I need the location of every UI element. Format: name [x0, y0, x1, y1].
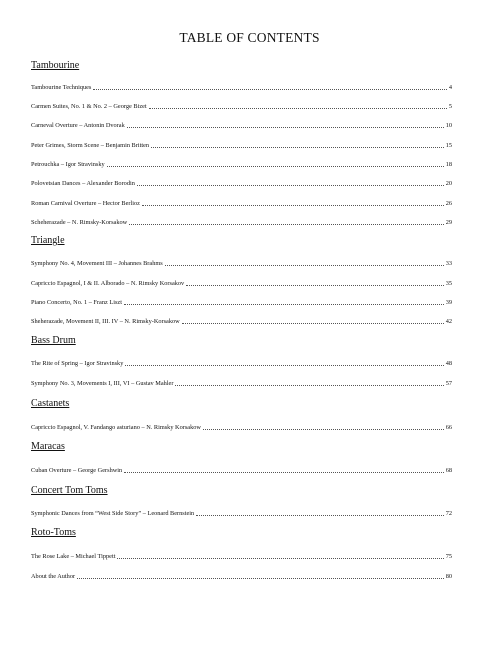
- toc-entry: [31, 99, 452, 111]
- dot-leader: [93, 89, 446, 90]
- section-heading-concert-tom-toms: Concert Tom Toms: [31, 485, 108, 496]
- toc-entry: [31, 256, 452, 268]
- toc-entry-page: 42: [445, 318, 452, 325]
- toc-entry-title: The Rose Lake – Michael Tippett: [31, 553, 116, 560]
- toc-entry-page: 66: [445, 424, 452, 431]
- toc-entry-title: About the Author: [31, 573, 76, 580]
- dot-leader: [203, 429, 444, 430]
- toc-entry: [31, 314, 452, 326]
- toc-entry: [31, 215, 452, 227]
- toc-entry-title: Symphony No. 4, Movement III – Johannes Brahms: [31, 260, 163, 267]
- toc-entry: [31, 506, 452, 518]
- toc-entry-title: Carmen Suites, No. 1 & No. 2 – George Bizet: [31, 103, 147, 110]
- toc-entry: [31, 463, 452, 475]
- section-heading-castanets: Castanets: [31, 398, 70, 409]
- toc-entry-title: Petrouchka – Igor Stravinsky: [31, 161, 105, 168]
- dot-leader: [129, 224, 444, 225]
- dot-leader: [142, 205, 444, 206]
- dot-leader: [117, 558, 443, 559]
- toc-entry-title: Roman Carnival Overture – Hector Berlioz: [31, 200, 140, 207]
- dot-leader: [124, 472, 444, 473]
- toc-entry-title: Piano Concerto, No. 1 – Franz Liszt: [31, 299, 122, 306]
- toc-entry-page: 35: [445, 280, 452, 287]
- dot-leader: [149, 108, 447, 109]
- dot-leader: [182, 323, 444, 324]
- toc-entry: [31, 138, 452, 150]
- toc-entry: [31, 420, 452, 432]
- toc-entry-page: 72: [445, 510, 452, 517]
- toc-entry-page: 26: [445, 200, 452, 207]
- toc-entry-page: 68: [445, 467, 452, 474]
- dot-leader: [151, 147, 444, 148]
- dot-leader: [125, 365, 443, 366]
- toc-entry-page: 15: [445, 142, 452, 149]
- section-heading-triangle: Triangle: [31, 235, 65, 246]
- toc-entry: [31, 356, 452, 368]
- toc-entry-page: 10: [445, 122, 452, 129]
- dot-leader: [186, 285, 444, 286]
- dot-leader: [127, 127, 444, 128]
- dot-leader: [175, 385, 443, 386]
- toc-entry-page: 57: [445, 380, 452, 387]
- toc-entry-title: Peter Grimes, Storm Scene – Benjamin Britten: [31, 142, 150, 149]
- section-heading-bass-drum: Bass Drum: [31, 335, 76, 346]
- toc-entry-page: 48: [445, 360, 452, 367]
- toc-entry: [31, 295, 452, 307]
- toc-entry-page: 39: [445, 299, 452, 306]
- toc-entry: [31, 118, 452, 130]
- toc-entry: [31, 376, 452, 388]
- toc-entry-title: Cuban Overture – George Gershwin: [31, 467, 123, 474]
- toc-entry-title: Sheherazade, Movement II, III. IV – N. Rimsky-Korsakow: [31, 318, 180, 325]
- toc-entry-page: 5: [448, 103, 452, 110]
- toc-entry-title: Capriccio Espagnol, I & II. Alborado – N. Rimsky Korsakov: [31, 280, 185, 287]
- toc-entry: [31, 549, 452, 561]
- dot-leader: [137, 185, 444, 186]
- toc-entry-page: 29: [445, 219, 452, 226]
- toc-entry-page: 33: [445, 260, 452, 267]
- toc-entry: [31, 196, 452, 208]
- toc-entry-title: The Rite of Spring – Igor Stravinsky: [31, 360, 124, 367]
- dot-leader: [165, 265, 444, 266]
- toc-entry-page: 20: [445, 180, 452, 187]
- toc-entry-title: Scheherazade – N. Rimsky-Korsakow: [31, 219, 128, 226]
- toc-entry-page: 75: [445, 553, 452, 560]
- page-title: TABLE OF CONTENTS: [179, 30, 320, 45]
- section-heading-roto-toms: Roto-Toms: [31, 527, 76, 538]
- toc-entry-title: Carneval Overture – Antonin Dvorak: [31, 122, 125, 129]
- toc-entry: [31, 276, 452, 288]
- toc-entry-title: Symphonic Dances from “West Side Story” – Leonard Bernstein: [31, 510, 195, 517]
- toc-entry: [31, 157, 452, 169]
- toc-entry: [31, 569, 452, 581]
- toc-entry-title: Capriccio Espagnol, V. Fandango asturiano – N. Rimsky Korsakow: [31, 424, 201, 431]
- dot-leader: [107, 166, 444, 167]
- toc-entry-title: Symphony No. 3, Movements I, III, VI – Gustav Mahler: [31, 380, 174, 387]
- dot-leader: [124, 304, 444, 305]
- toc-entry-title: Tambourine Techniques: [31, 84, 92, 91]
- toc-entry-page: 18: [445, 161, 452, 168]
- toc-entry-title: Polovetsian Dances – Alexander Borodin: [31, 180, 135, 187]
- toc-entry: [31, 176, 452, 188]
- toc-entry-page: 4: [448, 84, 452, 91]
- toc-entry: [31, 80, 452, 92]
- section-heading-tambourine: Tambourine: [31, 60, 80, 71]
- toc-entry-page: 80: [445, 573, 452, 580]
- dot-leader: [196, 515, 444, 516]
- section-heading-maracas: Maracas: [31, 441, 65, 452]
- dot-leader: [77, 578, 444, 579]
